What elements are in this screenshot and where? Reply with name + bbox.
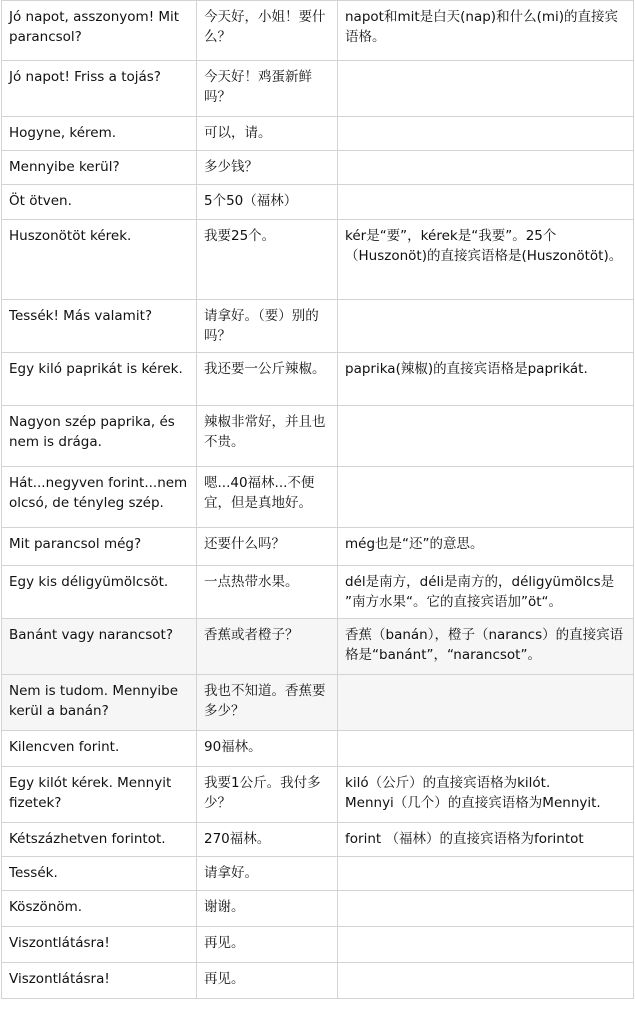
note-cell (338, 406, 634, 467)
chinese-cell: 我要25个。 (197, 220, 338, 300)
note-cell (338, 467, 634, 528)
hungarian-cell: Öt ötven. (2, 185, 197, 220)
table-row (2, 675, 634, 731)
note-cell (338, 185, 634, 220)
note-cell (338, 117, 634, 151)
note-cell (338, 675, 634, 731)
chinese-cell: 香蕉或者橙子？ (197, 619, 338, 675)
chinese-cell: 可以，请。 (197, 117, 338, 151)
chinese-cell: 90福林。 (197, 731, 338, 767)
chinese-cell: 我也不知道。香蕉要多少？ (197, 675, 338, 731)
table-row (2, 528, 634, 566)
note-cell (338, 891, 634, 927)
table-row (2, 767, 634, 823)
hungarian-cell: Huszonötöt kérek. (2, 220, 197, 300)
chinese-cell: 我要1公斤。我付多少？ (197, 767, 338, 823)
chinese-cell: 再见。 (197, 927, 338, 963)
table-row (2, 823, 634, 857)
hungarian-cell: Hogyne, kérem. (2, 117, 197, 151)
hungarian-cell: Egy kilót kérek. Mennyit fizetek? (2, 767, 197, 823)
table-row (2, 857, 634, 891)
note-cell (338, 857, 634, 891)
note-cell: dél是南方，déli是南方的，déligyümölcs是 ”南方水果“。它的直接宾语加”öt“。 (338, 566, 634, 619)
hungarian-cell: Mennyibe kerül? (2, 151, 197, 185)
chinese-cell: 请拿好。 (197, 857, 338, 891)
note-cell (338, 927, 634, 963)
table-row (2, 566, 634, 619)
table-row (2, 891, 634, 927)
hungarian-cell: Kétszázhetven forintot. (2, 823, 197, 857)
table-row (2, 61, 634, 117)
note-cell: kiló（公斤）的直接宾语格为kilót. Mennyi（几个）的直接宾语格为Mennyit. (338, 767, 634, 823)
table-row (2, 963, 634, 999)
note-cell: még也是“还”的意思。 (338, 528, 634, 566)
table-row (2, 220, 634, 300)
note-cell: forint （福林）的直接宾语格为forintot (338, 823, 634, 857)
hungarian-cell: Nagyon szép paprika, és nem is drága. (2, 406, 197, 467)
hungarian-cell: Nem is tudom. Mennyibe kerül a banán? (2, 675, 197, 731)
dialogue-table (1, 0, 634, 999)
table-row (2, 619, 634, 675)
hungarian-cell: Tessék. (2, 857, 197, 891)
table-row (2, 300, 634, 353)
table-row (2, 117, 634, 151)
chinese-cell: 我还要一公斤辣椒。 (197, 353, 338, 406)
chinese-cell: 今天好！鸡蛋新鲜吗？ (197, 61, 338, 117)
hungarian-cell: Tessék! Más valamit? (2, 300, 197, 353)
chinese-cell: 270福林。 (197, 823, 338, 857)
note-cell (338, 61, 634, 117)
table-row (2, 151, 634, 185)
table-row (2, 185, 634, 220)
note-cell: paprika(辣椒)的直接宾语格是paprikát. (338, 353, 634, 406)
hungarian-cell: Hát...negyven forint...nem olcsó, de tényleg szép. (2, 467, 197, 528)
note-cell: napot和mit是白天(nap)和什么(mi)的直接宾语格。 (338, 1, 634, 61)
table-row (2, 406, 634, 467)
chinese-cell: 请拿好。（要）别的吗？ (197, 300, 338, 353)
table-row (2, 731, 634, 767)
hungarian-cell: Egy kiló paprikát is kérek. (2, 353, 197, 406)
table-row (2, 467, 634, 528)
hungarian-cell: Banánt vagy narancsot? (2, 619, 197, 675)
chinese-cell: 嗯...40福林...不便宜，但是真地好。 (197, 467, 338, 528)
table-row (2, 1, 634, 61)
note-cell (338, 963, 634, 999)
chinese-cell: 再见。 (197, 963, 338, 999)
chinese-cell: 今天好，小姐！要什么？ (197, 1, 338, 61)
chinese-cell: 还要什么吗？ (197, 528, 338, 566)
hungarian-cell: Mit parancsol még? (2, 528, 197, 566)
chinese-cell: 多少钱？ (197, 151, 338, 185)
chinese-cell: 谢谢。 (197, 891, 338, 927)
hungarian-cell: Viszontlátásra! (2, 927, 197, 963)
chinese-cell: 5个50（福林） (197, 185, 338, 220)
hungarian-cell: Jó napot, asszonyom! Mit parancsol? (2, 1, 197, 61)
table-row (2, 353, 634, 406)
note-cell (338, 731, 634, 767)
note-cell (338, 151, 634, 185)
chinese-cell: 辣椒非常好，并且也不贵。 (197, 406, 338, 467)
hungarian-cell: Köszönöm. (2, 891, 197, 927)
table-row (2, 927, 634, 963)
hungarian-cell: Kilencven forint. (2, 731, 197, 767)
note-cell: kér是“要”，kérek是“我要”。25个（Huszonöt)的直接宾语格是(Huszonötöt)。 (338, 220, 634, 300)
hungarian-cell: Jó napot! Friss a tojás? (2, 61, 197, 117)
hungarian-cell: Viszontlátásra! (2, 963, 197, 999)
hungarian-cell: Egy kis déligyümölcsöt. (2, 566, 197, 619)
note-cell: 香蕉（banán），橙子（narancs）的直接宾语格是“banánt”，“narancsot”。 (338, 619, 634, 675)
note-cell (338, 300, 634, 353)
chinese-cell: 一点热带水果。 (197, 566, 338, 619)
